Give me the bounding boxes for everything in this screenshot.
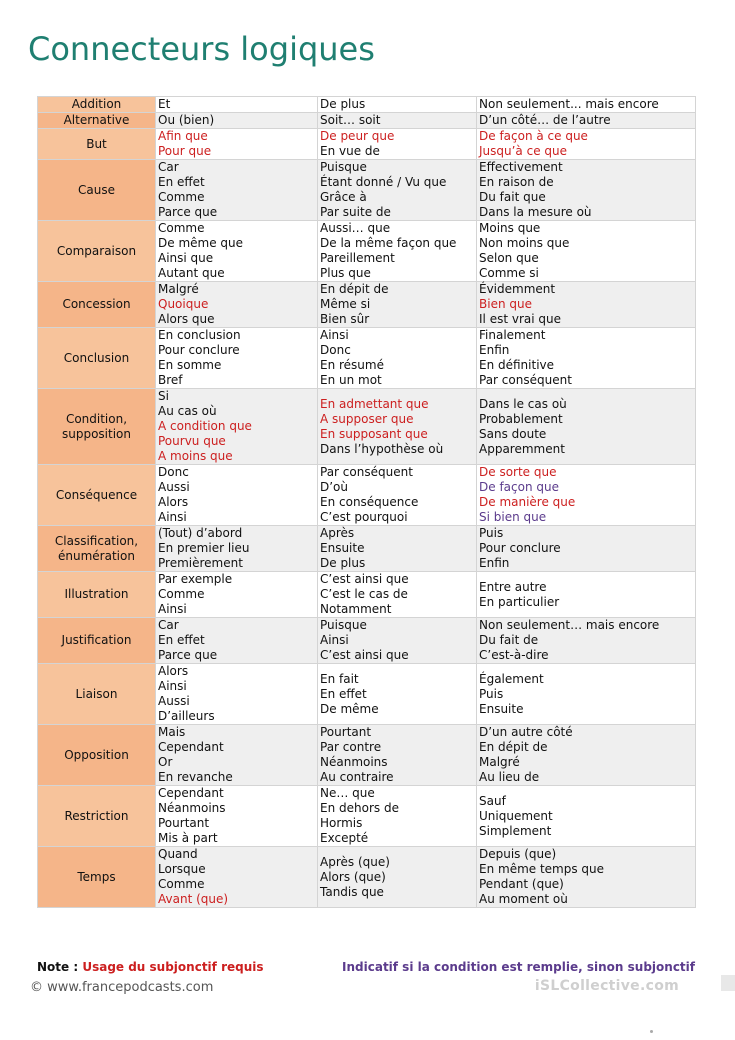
connector-cell bbox=[318, 113, 477, 129]
category-cell bbox=[38, 97, 156, 113]
connector-item: Ainsi bbox=[158, 510, 187, 524]
connector-item: En un mot bbox=[320, 373, 382, 387]
connector-item: D’ailleurs bbox=[158, 709, 215, 723]
connector-item: En raison de bbox=[479, 175, 554, 189]
connector-item: En admettant que bbox=[320, 396, 429, 411]
connector-item: Il est vrai que bbox=[479, 312, 561, 326]
connector-item: En conséquence bbox=[320, 495, 419, 509]
connector-item: En somme bbox=[158, 358, 222, 372]
connector-item: Par conséquent bbox=[320, 465, 413, 479]
connector-item: D’un autre côté bbox=[479, 725, 573, 739]
connector-item: En vue de bbox=[320, 144, 380, 158]
connector-cell bbox=[477, 282, 696, 328]
connector-item: Comme si bbox=[479, 266, 539, 280]
category-label: Liaison bbox=[75, 686, 118, 701]
category-cell bbox=[38, 221, 156, 282]
connector-item: Cependant bbox=[158, 786, 224, 800]
connector-item: Également bbox=[479, 671, 544, 686]
category-cell bbox=[38, 113, 156, 129]
connector-cell bbox=[156, 221, 318, 282]
connector-item: C’est ainsi que bbox=[320, 648, 409, 662]
connector-item: Aussi bbox=[158, 480, 190, 494]
connector-cell bbox=[477, 465, 696, 526]
connector-item: En effet bbox=[158, 633, 205, 647]
connector-item: De manière que bbox=[479, 495, 576, 509]
connector-item: En dépit de bbox=[479, 740, 548, 754]
connector-item: Néanmoins bbox=[320, 755, 388, 769]
connector-item: Puisque bbox=[320, 160, 367, 174]
connector-item: C’est ainsi que bbox=[320, 572, 409, 586]
connector-item: Excepté bbox=[320, 831, 369, 845]
connector-item: Parce que bbox=[158, 205, 218, 219]
connector-item: Sauf bbox=[479, 793, 506, 808]
note-text: Usage du subjonctif requis bbox=[82, 960, 264, 974]
category-cell bbox=[38, 847, 156, 908]
connector-item: Si bien que bbox=[479, 510, 547, 524]
decorative-dot bbox=[650, 1030, 653, 1033]
connector-cell bbox=[156, 526, 318, 572]
connector-item: Par exemple bbox=[158, 572, 233, 586]
connector-item: Pour que bbox=[158, 144, 212, 158]
connector-item: Simplement bbox=[479, 823, 552, 838]
connector-cell bbox=[156, 664, 318, 725]
connector-item: Par conséquent bbox=[479, 373, 572, 387]
table-row bbox=[38, 113, 696, 129]
connector-item: Par suite de bbox=[320, 205, 391, 219]
connector-item: Ainsi bbox=[320, 328, 349, 342]
connector-cell bbox=[318, 389, 477, 465]
connector-item: En fait bbox=[320, 671, 359, 686]
connector-item: Probablement bbox=[479, 411, 563, 426]
note-right: Indicatif si la condition est remplie, sinon subjonctif bbox=[342, 960, 695, 974]
connector-item: Non seulement... mais encore bbox=[479, 97, 659, 111]
connector-item: Hormis bbox=[320, 816, 363, 830]
connector-item: Pourtant bbox=[158, 816, 210, 830]
connector-item: Pourvu que bbox=[158, 434, 226, 448]
connector-item: En même temps que bbox=[479, 862, 605, 876]
connector-item: Ou (bien) bbox=[158, 113, 215, 127]
connector-item: A condition que bbox=[158, 419, 252, 433]
table-row bbox=[38, 526, 696, 572]
category-label: But bbox=[86, 136, 107, 151]
connector-item: En particulier bbox=[479, 594, 560, 609]
connector-item: Apparemment bbox=[479, 441, 565, 456]
connector-item: Au cas où bbox=[158, 404, 217, 418]
connector-item: C’est pourquoi bbox=[320, 510, 408, 524]
category-label: Temps bbox=[77, 869, 116, 884]
connector-item: Non moins que bbox=[479, 236, 570, 250]
connector-cell bbox=[156, 328, 318, 389]
connector-item: Ainsi bbox=[158, 679, 187, 693]
category-label: Cause bbox=[78, 182, 115, 197]
connector-cell bbox=[156, 97, 318, 113]
table-row bbox=[38, 664, 696, 725]
connector-item: Ainsi bbox=[158, 602, 187, 616]
connector-item: Alors (que) bbox=[320, 869, 386, 884]
connector-cell bbox=[156, 465, 318, 526]
connector-item: Étant donné / Vu que bbox=[320, 175, 447, 189]
connector-item: Comme bbox=[158, 587, 205, 601]
connector-item: En résumé bbox=[320, 358, 384, 372]
connector-item: Au moment où bbox=[479, 892, 568, 906]
connector-item: Uniquement bbox=[479, 808, 553, 823]
connector-item: Sans doute bbox=[479, 426, 547, 441]
connector-item: A supposer que bbox=[320, 411, 414, 426]
connector-item: Si bbox=[158, 389, 169, 403]
connector-item: En supposant que bbox=[320, 426, 428, 441]
connector-cell bbox=[156, 129, 318, 160]
connector-item: En revanche bbox=[158, 770, 233, 784]
connector-item: En définitive bbox=[479, 358, 555, 372]
connector-item: Plus que bbox=[320, 266, 371, 280]
connector-item: Enfin bbox=[479, 556, 510, 570]
connector-cell bbox=[318, 129, 477, 160]
connector-item: Mais bbox=[158, 725, 186, 739]
connector-item: Par contre bbox=[320, 740, 382, 754]
category-cell bbox=[38, 664, 156, 725]
connector-item: Mis à part bbox=[158, 831, 218, 845]
table-row bbox=[38, 725, 696, 786]
connector-item: Quoique bbox=[158, 297, 209, 311]
table-row bbox=[38, 282, 696, 328]
connector-item: De plus bbox=[320, 97, 366, 111]
connector-cell bbox=[318, 618, 477, 664]
connector-item: Donc bbox=[158, 465, 189, 479]
note bbox=[37, 960, 264, 974]
connector-item: Comme bbox=[158, 190, 205, 204]
footer-url: © www.francepodcasts.com bbox=[30, 980, 214, 995]
connector-cell bbox=[477, 328, 696, 389]
connector-item: Puis bbox=[479, 526, 504, 540]
connector-item: Entre autre bbox=[479, 579, 547, 594]
connector-cell bbox=[318, 328, 477, 389]
connector-item: Depuis (que) bbox=[479, 847, 557, 861]
connector-item: En dehors de bbox=[320, 801, 399, 815]
connector-item: De sorte que bbox=[479, 465, 557, 479]
connector-item: Néanmoins bbox=[158, 801, 226, 815]
connector-item: Moins que bbox=[479, 221, 541, 235]
connector-item: Du fait que bbox=[479, 190, 546, 204]
connector-item: De plus bbox=[320, 556, 366, 570]
category-label: Classification, bbox=[54, 533, 139, 548]
connector-item: Du fait de bbox=[479, 633, 539, 647]
connector-cell bbox=[477, 786, 696, 847]
connector-item: Premièrement bbox=[158, 556, 243, 570]
page-title: Connecteurs logiques bbox=[28, 30, 375, 68]
connector-item: Cependant bbox=[158, 740, 224, 754]
connector-item: Bref bbox=[158, 373, 183, 387]
connector-item: En conclusion bbox=[158, 328, 241, 342]
connector-cell bbox=[477, 113, 696, 129]
connector-cell bbox=[477, 847, 696, 908]
table-row bbox=[38, 465, 696, 526]
connector-cell bbox=[477, 97, 696, 113]
connector-item: Ensuite bbox=[320, 541, 365, 555]
table-row bbox=[38, 97, 696, 113]
table-row bbox=[38, 847, 696, 908]
connector-item: Aussi bbox=[158, 694, 190, 708]
connector-item: En dépit de bbox=[320, 282, 389, 296]
connector-item: Car bbox=[158, 160, 179, 174]
connector-cell bbox=[156, 389, 318, 465]
connector-item: Ainsi bbox=[320, 633, 349, 647]
connector-item: Afin que bbox=[158, 129, 208, 143]
connector-item: De même bbox=[320, 701, 379, 716]
table-row bbox=[38, 129, 696, 160]
connector-item: De même que bbox=[158, 236, 244, 250]
category-cell bbox=[38, 328, 156, 389]
connector-cell bbox=[318, 465, 477, 526]
connector-item: Finalement bbox=[479, 328, 546, 342]
connector-item: Malgré bbox=[479, 755, 520, 769]
connector-cell bbox=[318, 725, 477, 786]
category-cell bbox=[38, 725, 156, 786]
connector-item: Après bbox=[320, 526, 355, 540]
connector-item: Grâce à bbox=[320, 190, 367, 204]
connector-item: (Tout) d’abord bbox=[158, 526, 243, 540]
footer-box bbox=[721, 975, 735, 991]
table-row bbox=[38, 328, 696, 389]
connector-item: Bien sûr bbox=[320, 312, 370, 326]
connector-item: Évidemment bbox=[479, 282, 556, 296]
connector-item: Pareillement bbox=[320, 251, 395, 265]
connector-cell bbox=[156, 572, 318, 618]
connector-item: Non seulement… mais encore bbox=[479, 618, 660, 632]
note-label: Note : bbox=[37, 960, 83, 974]
connector-cell bbox=[156, 160, 318, 221]
category-label: Opposition bbox=[64, 747, 129, 762]
connector-cell bbox=[156, 113, 318, 129]
connector-item: D’un côté… de l’autre bbox=[479, 113, 611, 127]
category-label: Justification bbox=[61, 633, 132, 647]
connector-cell bbox=[156, 725, 318, 786]
connector-item: A moins que bbox=[158, 449, 233, 463]
table-row bbox=[38, 221, 696, 282]
connector-item: Après (que) bbox=[320, 854, 390, 869]
connector-cell bbox=[477, 526, 696, 572]
connector-item: Alors bbox=[158, 495, 189, 509]
connector-cell bbox=[477, 221, 696, 282]
connector-item: Enfin bbox=[479, 343, 510, 357]
connector-item: Comme bbox=[158, 221, 205, 235]
connector-cell bbox=[318, 847, 477, 908]
category-label: Condition, bbox=[65, 411, 128, 426]
connector-cell bbox=[318, 97, 477, 113]
category-cell bbox=[38, 465, 156, 526]
connector-item: Ainsi que bbox=[158, 251, 214, 265]
connector-item: Pendant (que) bbox=[479, 877, 564, 891]
category-cell bbox=[38, 129, 156, 160]
connector-cell bbox=[477, 725, 696, 786]
connector-cell bbox=[156, 786, 318, 847]
table-row bbox=[38, 389, 696, 465]
connector-item: Avant (que) bbox=[158, 892, 229, 906]
category-label: Addition bbox=[71, 97, 122, 111]
category-cell bbox=[38, 282, 156, 328]
connector-item: Car bbox=[158, 618, 179, 632]
connector-cell bbox=[318, 526, 477, 572]
connector-cell bbox=[156, 618, 318, 664]
category-label: Conclusion bbox=[63, 350, 130, 365]
category-cell bbox=[38, 160, 156, 221]
category-label: Restriction bbox=[64, 808, 129, 823]
connector-cell bbox=[477, 160, 696, 221]
table-row bbox=[38, 786, 696, 847]
connector-item: De façon à ce que bbox=[479, 129, 588, 143]
table-row bbox=[38, 572, 696, 618]
category-label: Comparaison bbox=[56, 243, 137, 258]
connector-item: Parce que bbox=[158, 648, 218, 662]
connector-item: Or bbox=[158, 755, 173, 769]
connector-item: En effet bbox=[158, 175, 205, 189]
category-label: Alternative bbox=[63, 113, 130, 127]
connector-item: De la même façon que bbox=[320, 236, 457, 250]
connector-item: De peur que bbox=[320, 129, 395, 143]
connector-cell bbox=[318, 221, 477, 282]
connector-item: De façon que bbox=[479, 480, 559, 494]
category-label: Conséquence bbox=[55, 487, 138, 502]
connector-item: Lorsque bbox=[158, 862, 206, 876]
table-row bbox=[38, 618, 696, 664]
connector-item: Quand bbox=[158, 847, 198, 861]
connector-item: Même si bbox=[320, 297, 371, 311]
connector-item: Dans la mesure où bbox=[479, 205, 592, 219]
connector-item: Notamment bbox=[320, 602, 392, 616]
connector-item: Malgré bbox=[158, 282, 199, 296]
connector-cell bbox=[477, 389, 696, 465]
connector-item: Dans l’hypothèse où bbox=[320, 441, 444, 456]
connector-item: Au lieu de bbox=[479, 770, 540, 784]
connector-item: Tandis que bbox=[320, 884, 384, 899]
connector-item: Puis bbox=[479, 686, 504, 701]
category-label: Concession bbox=[62, 297, 131, 311]
connector-item: Puisque bbox=[320, 618, 367, 632]
connector-cell bbox=[477, 129, 696, 160]
category-cell bbox=[38, 618, 156, 664]
connector-cell bbox=[318, 282, 477, 328]
connector-cell bbox=[477, 572, 696, 618]
connector-item: Pour conclure bbox=[479, 541, 561, 555]
connector-item: En premier lieu bbox=[158, 541, 250, 555]
connector-item: Autant que bbox=[158, 266, 225, 280]
connector-item: Alors bbox=[158, 664, 189, 678]
connector-item: Soit… soit bbox=[320, 113, 381, 127]
connector-item: Jusqu’à ce que bbox=[479, 144, 568, 158]
table-row bbox=[38, 160, 696, 221]
category-cell bbox=[38, 572, 156, 618]
connector-item: Effectivement bbox=[479, 160, 563, 174]
connector-cell bbox=[156, 282, 318, 328]
connector-item: Donc bbox=[320, 343, 351, 357]
connector-item: Ensuite bbox=[479, 701, 524, 716]
connector-item: Pourtant bbox=[320, 725, 372, 739]
connector-item: Bien que bbox=[479, 297, 532, 311]
connectors-table bbox=[37, 96, 696, 908]
connector-item: Alors que bbox=[158, 312, 215, 326]
connector-item: C’est-à-dire bbox=[479, 648, 549, 662]
connector-item: Ne… que bbox=[320, 786, 375, 800]
connector-cell bbox=[477, 618, 696, 664]
connector-item: Au contraire bbox=[320, 770, 394, 784]
connector-cell bbox=[156, 847, 318, 908]
category-cell bbox=[38, 389, 156, 465]
connector-cell bbox=[318, 160, 477, 221]
category-label: énumération bbox=[58, 548, 135, 563]
connector-item: Et bbox=[158, 97, 171, 111]
footer-brand: iSLCollective.com bbox=[534, 978, 679, 994]
connector-item: Pour conclure bbox=[158, 343, 240, 357]
category-cell bbox=[38, 526, 156, 572]
connector-item: C’est le cas de bbox=[320, 587, 408, 601]
connector-item: Dans le cas où bbox=[479, 396, 567, 411]
connector-item: En effet bbox=[320, 686, 367, 701]
connector-cell bbox=[318, 664, 477, 725]
category-label: Illustration bbox=[64, 587, 129, 601]
connector-cell bbox=[318, 786, 477, 847]
connector-cell bbox=[477, 664, 696, 725]
connector-item: Selon que bbox=[479, 251, 539, 265]
connector-cell bbox=[318, 572, 477, 618]
connector-item: D’où bbox=[320, 480, 349, 494]
category-cell bbox=[38, 786, 156, 847]
category-label: supposition bbox=[61, 426, 131, 441]
connector-item: Aussi… que bbox=[320, 221, 391, 235]
connector-item: Comme bbox=[158, 877, 205, 891]
